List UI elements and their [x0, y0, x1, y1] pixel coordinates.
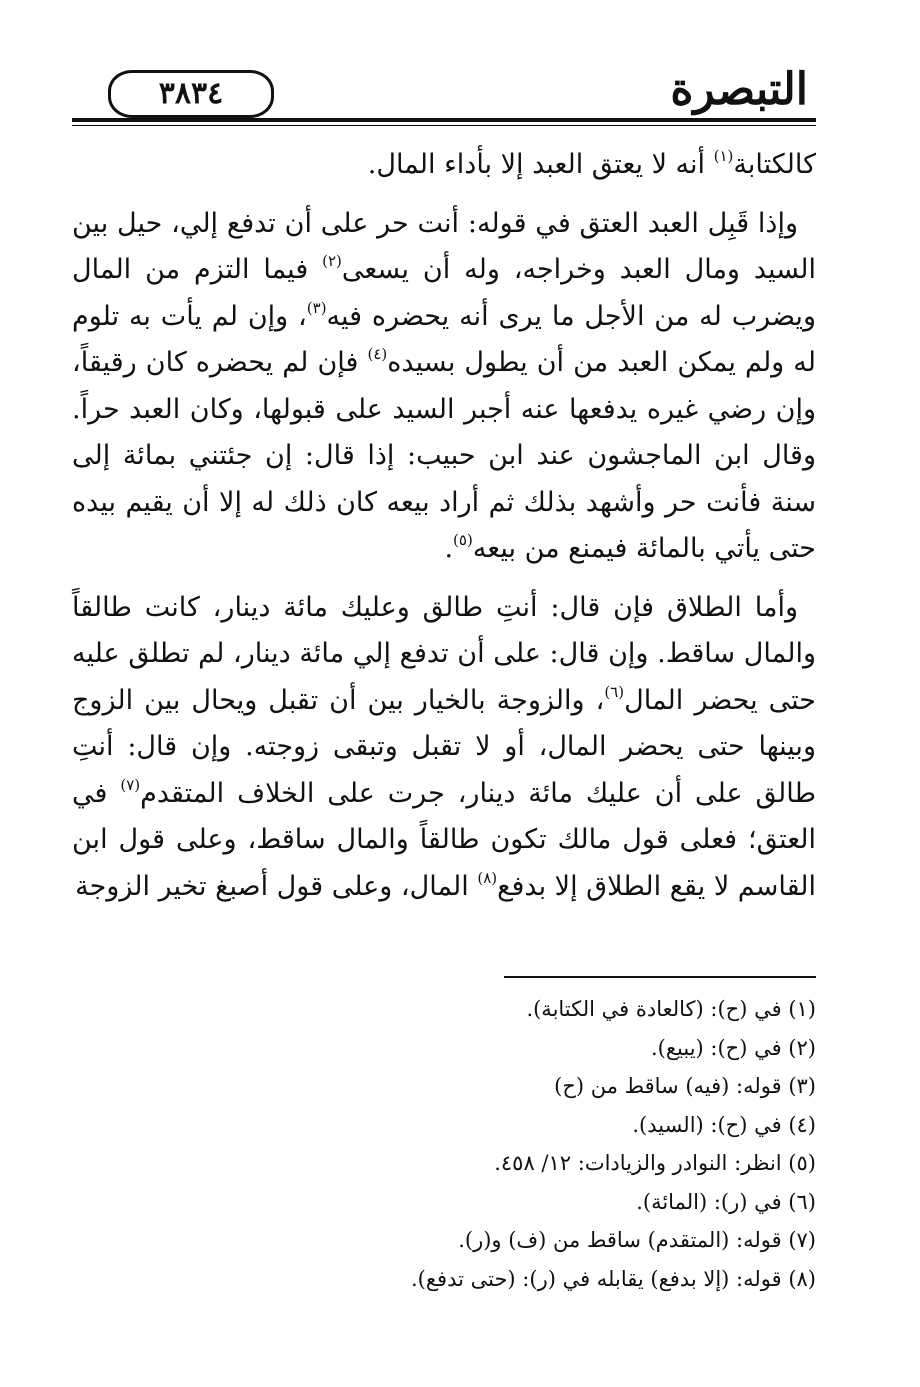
footnote-item: (٦) في (ر): (المائة).	[636, 1189, 816, 1214]
footnote-item: (٢) في (ح): (يبيع).	[650, 1035, 816, 1060]
footnote-reference: (٣)	[306, 298, 327, 317]
footnote-reference: (٥)	[453, 531, 473, 549]
main-text	[72, 142, 816, 922]
paragraph-text: وإذا قَبِل العبد العتق في قوله: أنت حر على أن تدفع إلي، حيل بين السيد ومال العبد وخراجه، وله أن يسعى	[72, 207, 816, 285]
footnote-reference: (٦)	[604, 682, 625, 701]
paragraph-text: في العتق؛ فعلى قول مالك تكون طالقاً والمال ساقط، وعلى قول ابن القاسم لا يقع الطلاق إلا بدفع	[72, 777, 816, 902]
header-rule-thin	[72, 125, 816, 126]
paragraph	[72, 142, 816, 189]
page-number: ٣٨٣٤	[158, 76, 224, 111]
page-header	[72, 60, 816, 126]
paragraph	[72, 201, 816, 573]
footnote-item: (٨) قوله: (إلا بدفع) يقابله في (ر): (حتى تدفع).	[410, 1266, 816, 1291]
paragraph-text: ، والزوجة بالخيار بين أن تقبل ويحال بين الزوج وبينها حتى يحضر المال، أو لا تقبل وتبقى زوجته. وإن قال: أنتِ طالق على أن عليك مائة دينار، جرت على الخلاف المتقدم	[72, 684, 816, 809]
footnotes	[72, 990, 816, 1298]
running-title: التبصرة	[670, 64, 808, 115]
footnote-reference: (٢)	[322, 252, 342, 270]
paragraph-text: فإن لم يحضره كان رقيقاً، وإن رضي غيره يدفعها عنه أجبر السيد على قبولها، وكان العبد حراً. وقال ابن الماجشون عند ابن حبيب: إذا قال: إن جئتني بمائة إلى سنة فأنت حر وأشهد بذلك ثم أراد بيعه كان ذلك له إلا أن يقيم بيده حتى يأتي بالمائة فيمنع من بيعه	[72, 347, 817, 564]
footnote-reference: (٧)	[120, 775, 141, 794]
paragraph-text: كالكتابة	[733, 149, 816, 180]
footnote-separator	[504, 976, 816, 978]
footnote-reference: (٤)	[367, 345, 388, 363]
paragraph	[72, 585, 816, 911]
paragraph-text: وأما الطلاق فإن قال: أنتِ طالق وعليك مائة دينار، كانت طالقاً والمال ساقط. وإن قال: على أن تدفع إلي مائة دينار، لم تطلق عليه حتى يحضر المال	[72, 591, 816, 716]
footnote-reference: (٨)	[477, 868, 498, 887]
footnote-item: (٧) قوله: (المتقدم) ساقط من (ف) و(ر).	[458, 1228, 816, 1252]
paragraph-text: فيما التزم من المال ويضرب له من الأجل ما يرى أنه يحضره فيه	[72, 254, 816, 332]
header-rule-thick	[72, 118, 816, 122]
footnote-item: (٣) قوله: (فيه) ساقط من (ح)	[554, 1074, 816, 1098]
paragraph-text: المال، وعلى قول أصبغ تخير الزوجة	[75, 870, 478, 902]
paragraph-text: .	[444, 533, 454, 564]
footnote-item: (٤) في (ح): (السيد).	[632, 1112, 816, 1137]
paragraph-text: ، وإن لم يأت به تلوم له ولم يمكن العبد من أن يطول بسيده	[72, 300, 816, 378]
paragraph-text: أنه لا يعتق العبد إلا بأداء المال.	[367, 149, 714, 180]
footnote-item: (١) في (ح): (كالعادة في الكتابة).	[526, 997, 816, 1021]
page-number-badge	[108, 70, 274, 118]
footnote-item: (٥) انظر: النوادر والزيادات: ١٢/ ٤٥٨.	[494, 1151, 816, 1175]
footnote-reference: (١)	[713, 147, 734, 165]
